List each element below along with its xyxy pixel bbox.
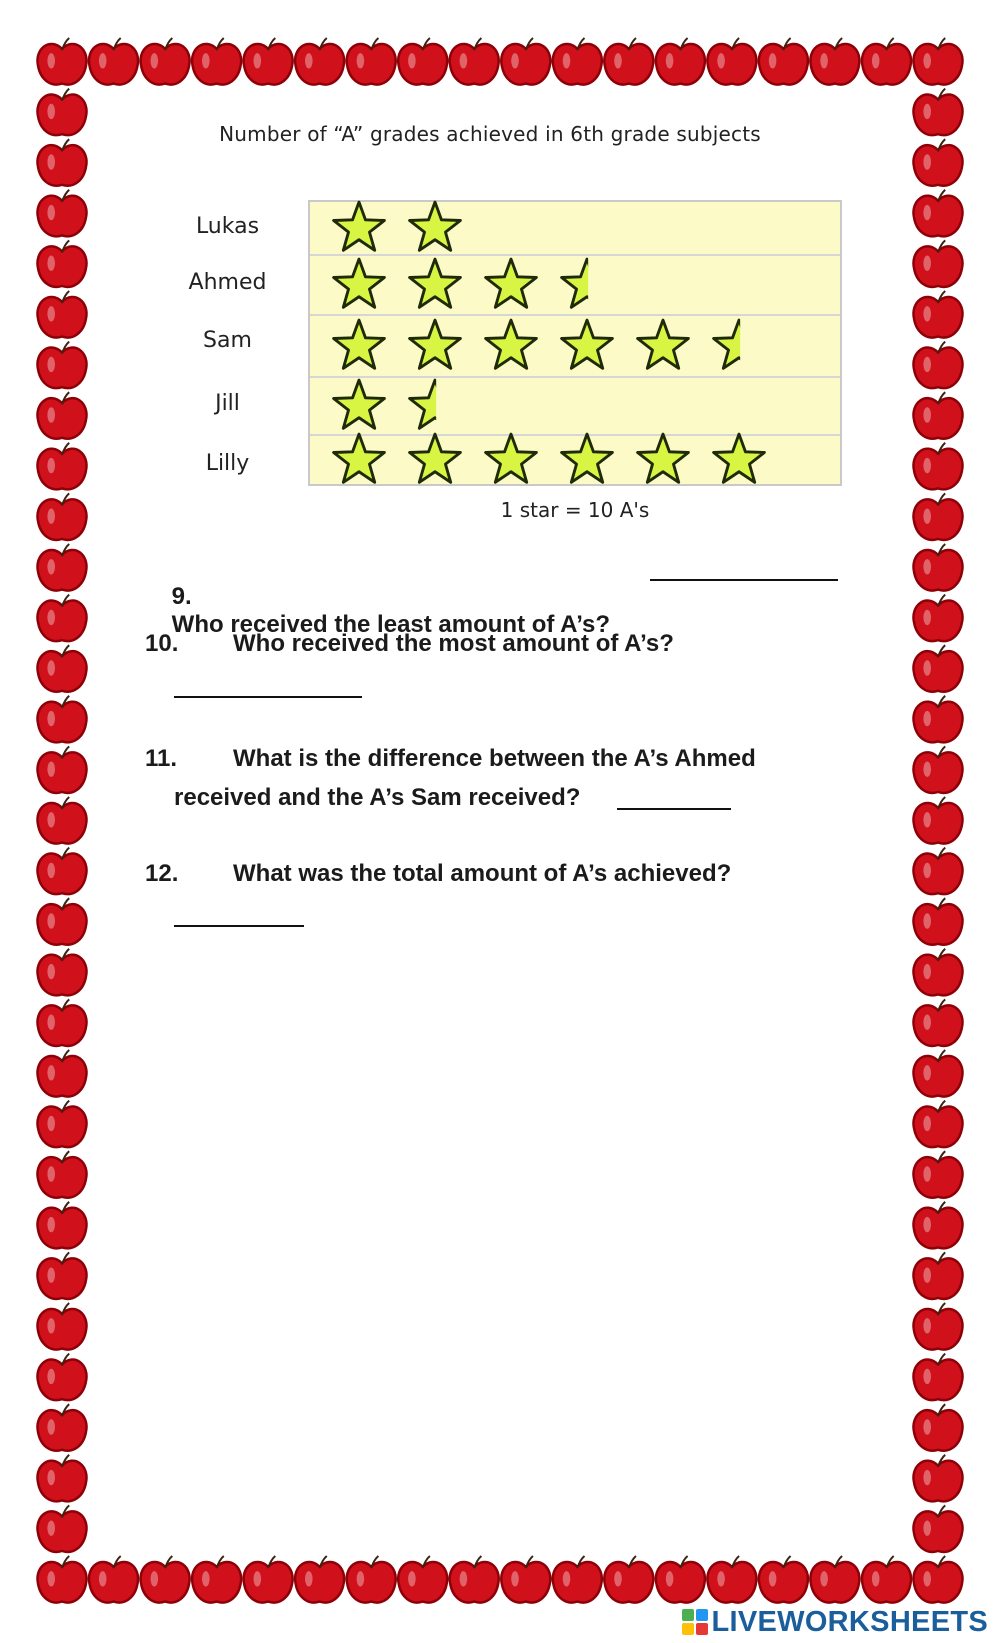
half-star-icon-jill [406, 376, 464, 434]
apple-icon [913, 1101, 962, 1148]
apple-icon [37, 645, 86, 692]
star-icon-lilly-3 [482, 430, 540, 488]
liveworksheets-logo-icon [682, 1609, 708, 1635]
apple-icon [37, 139, 86, 186]
apple-icon [913, 139, 962, 186]
apple-icon [913, 1556, 962, 1603]
apple-icon [913, 1404, 962, 1451]
apple-icon [37, 797, 86, 844]
apple-icon [89, 38, 138, 85]
apple-icon [37, 544, 86, 591]
apple-icon [913, 595, 962, 642]
apple-icon [37, 1455, 86, 1502]
half-star-icon-ahmed [558, 255, 616, 313]
apple-icon [37, 696, 86, 743]
apple-icon [707, 1556, 756, 1603]
apple-icon [37, 190, 86, 237]
apple-icon [913, 898, 962, 945]
apple-icon [913, 1252, 962, 1299]
apple-icon [913, 1050, 962, 1097]
star-icon-lilly-5 [634, 430, 692, 488]
answer-10-line[interactable] [174, 696, 362, 698]
question-9-number: 9. [171, 583, 192, 610]
apple-icon [913, 949, 962, 996]
star-icon-ahmed-3 [482, 255, 540, 313]
apple-icon [347, 38, 396, 85]
apple-icon [913, 190, 962, 237]
apple-icon [913, 797, 962, 844]
question-9-text: Who received the least amount of A’s? [171, 611, 610, 638]
apple-icon [37, 1101, 86, 1148]
apple-icon [450, 38, 499, 85]
apple-icon [37, 1354, 86, 1401]
star-icon-lilly-1 [330, 430, 388, 488]
apple-icon [913, 38, 962, 85]
row-label-jill: Jill [215, 391, 240, 416]
apple-icon [37, 89, 86, 136]
row-label-lilly: Lilly [205, 451, 250, 476]
apple-icon [295, 1556, 344, 1603]
liveworksheets-text: LIVEWORKSHEETS [711, 1605, 988, 1638]
apple-icon [913, 1505, 962, 1552]
apple-icon [398, 1556, 447, 1603]
row-label-sam: Sam [203, 328, 252, 353]
pict-row-sam [310, 316, 840, 378]
apple-icon [37, 1404, 86, 1451]
apple-icon [913, 696, 962, 743]
row-label-ahmed: Ahmed [188, 270, 267, 295]
apple-icon [37, 746, 86, 793]
apple-icon [141, 38, 190, 85]
apple-icon [244, 1556, 293, 1603]
question-11-number: 11. [145, 745, 178, 772]
chart-title: Number of “A” grades achieved in 6th grade subjects [219, 122, 761, 146]
star-icon-lukas-2 [406, 198, 464, 256]
apple-icon [244, 38, 293, 85]
pict-row-ahmed [310, 256, 840, 316]
apple-icon [89, 1556, 138, 1603]
star-icon-sam-1 [330, 316, 388, 374]
apple-icon [501, 1556, 550, 1603]
question-12-text: What was the total amount of A’s achieved? [233, 860, 732, 887]
apple-icon [192, 1556, 241, 1603]
apple-icon [913, 1303, 962, 1350]
apple-icon [37, 38, 86, 85]
apple-icon [553, 38, 602, 85]
apple-icon [759, 1556, 808, 1603]
apple-icon [913, 291, 962, 338]
star-icon-lukas-1 [330, 198, 388, 256]
apple-icon [913, 240, 962, 287]
apple-icon [810, 1556, 859, 1603]
apple-icon [862, 38, 911, 85]
apple-icon [913, 493, 962, 540]
pict-row-lukas [310, 202, 840, 256]
star-icon-sam-4 [558, 316, 616, 374]
question-11-text: What is the difference between the A’s Ahmed [233, 745, 756, 772]
apple-icon [37, 342, 86, 389]
apple-icon [553, 1556, 602, 1603]
apple-icon [604, 1556, 653, 1603]
apple-icon [295, 38, 344, 85]
apple-icon [913, 848, 962, 895]
answer-9-line[interactable] [650, 579, 838, 581]
apple-icon [913, 1151, 962, 1198]
half-star-icon-sam [710, 316, 768, 374]
apple-icon [913, 544, 962, 591]
apple-icon [913, 1455, 962, 1502]
apple-icon [37, 595, 86, 642]
apple-icon [913, 746, 962, 793]
apple-icon [501, 38, 550, 85]
apple-icon [913, 342, 962, 389]
apple-icon [398, 38, 447, 85]
star-icon-ahmed-1 [330, 255, 388, 313]
question-10-number: 10. [145, 630, 179, 657]
apple-icon [37, 999, 86, 1046]
apple-icon [37, 1303, 86, 1350]
apple-icon [862, 1556, 911, 1603]
star-icon-lilly-2 [406, 430, 464, 488]
apple-icon [913, 1354, 962, 1401]
apple-icon [37, 291, 86, 338]
star-icon-lilly-6 [710, 430, 768, 488]
apple-icon [913, 1202, 962, 1249]
apple-icon [913, 443, 962, 490]
star-icon-lilly-4 [558, 430, 616, 488]
chart-key: 1 star = 10 A's [500, 498, 650, 522]
liveworksheets-watermark [682, 1605, 989, 1639]
apple-icon [37, 1505, 86, 1552]
star-icon-sam-2 [406, 316, 464, 374]
apple-icon [141, 1556, 190, 1603]
apple-icon [37, 493, 86, 540]
apple-icon [913, 392, 962, 439]
apple-icon [707, 38, 756, 85]
apple-icon [656, 1556, 705, 1603]
apple-icon [913, 89, 962, 136]
pict-row-jill [310, 378, 840, 436]
apple-icon [347, 1556, 396, 1603]
apple-icon [37, 443, 86, 490]
star-icon-jill-1 [330, 376, 388, 434]
row-label-lukas: Lukas [195, 214, 260, 239]
apple-icon [192, 38, 241, 85]
apple-icon [37, 1151, 86, 1198]
apple-icon [37, 1252, 86, 1299]
apple-icon [656, 38, 705, 85]
apple-icon [37, 1050, 86, 1097]
apple-icon [37, 949, 86, 996]
apple-icon [37, 1202, 86, 1249]
question-10-text: Who received the most amount of A’s? [233, 630, 674, 657]
apple-icon [450, 1556, 499, 1603]
apple-icon [604, 38, 653, 85]
apple-icon [37, 848, 86, 895]
apple-icon [37, 1556, 86, 1603]
star-icon-ahmed-2 [406, 255, 464, 313]
apple-icon [37, 392, 86, 439]
question-12-number: 12. [145, 860, 179, 887]
apple-icon [913, 999, 962, 1046]
pict-row-lilly [310, 436, 840, 486]
answer-11-line[interactable] [617, 808, 731, 810]
star-icon-sam-5 [634, 316, 692, 374]
question-11-text-line2: received and the A’s Sam received? [174, 784, 581, 811]
apple-icon [810, 38, 859, 85]
apple-icon [37, 240, 86, 287]
apple-icon [37, 898, 86, 945]
pictograph-box [308, 200, 842, 486]
answer-12-line[interactable] [174, 925, 304, 927]
apple-icon [913, 645, 962, 692]
apple-icon [759, 38, 808, 85]
star-icon-sam-3 [482, 316, 540, 374]
